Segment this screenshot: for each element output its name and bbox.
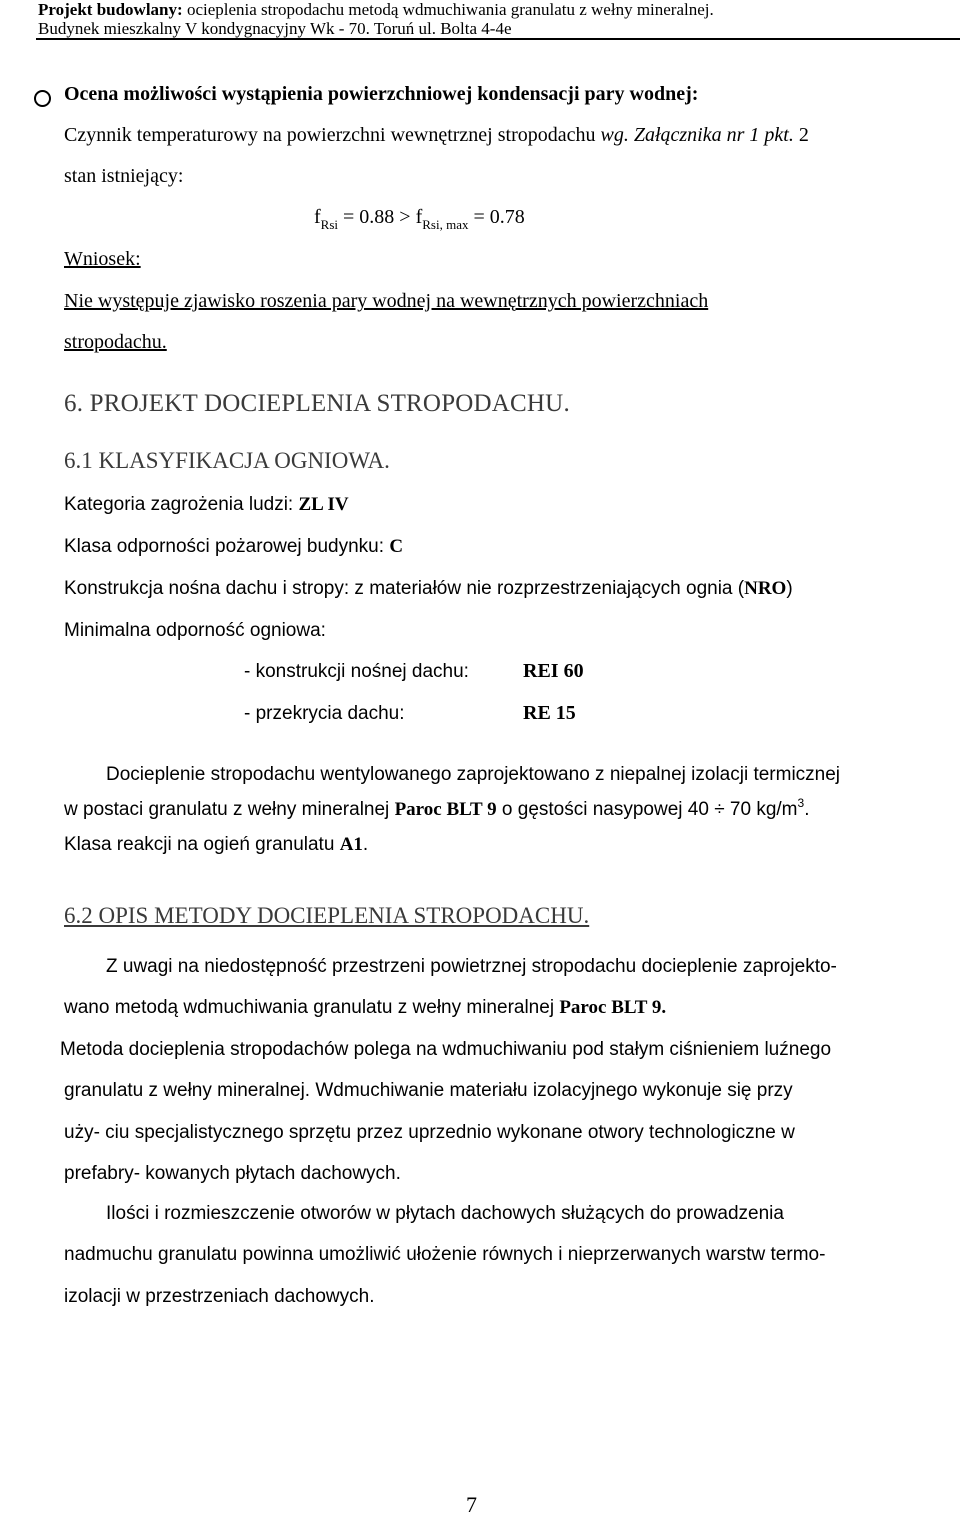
formula-sub1: Rsi: [320, 217, 339, 232]
structure-material-close: ): [786, 578, 793, 599]
min-fire-resistance-label: Minimalna odporność ogniowa:: [64, 620, 326, 641]
requirement-2-value: RE 15: [523, 702, 576, 724]
section-6-title: 6. PROJEKT DOCIEPLENIA STROPODACHU.: [64, 390, 570, 417]
header-divider: [36, 38, 960, 40]
method-para-3-line-1: Ilości i rozmieszczenie otworów w płytach dachowych służących do prowadzenia: [106, 1203, 784, 1224]
requirement-2-label: - przekrycia dachu:: [244, 703, 405, 724]
method-para-1-line-1: Z uwagi na niedostępność przestrzeni powietrznej stropodachu docieplenie zaprojekto-: [106, 956, 837, 977]
circle-bullet-icon: [34, 90, 51, 107]
section-6-1-title: 6.1 KLASYFIKACJA OGNIOWA.: [64, 448, 390, 473]
sentence-period: .: [804, 799, 810, 820]
hazard-category-value: ZL IV: [298, 494, 349, 515]
insulation-para-line-3: [64, 834, 368, 856]
temperature-formula: [314, 206, 525, 232]
unit-exponent: 3: [797, 796, 805, 810]
fire-resistance-class-label: Klasa odporności pożarowej budynku:: [64, 536, 390, 557]
conclusion-line-2: stropodachu.: [64, 331, 167, 353]
formula-mid: = 0.88 > f: [338, 206, 423, 228]
requirement-1-value: REI 60: [523, 660, 584, 682]
conclusion-label: Wniosek:: [64, 248, 141, 270]
structure-material: [64, 578, 793, 600]
method-para-2-line-1: Metoda docieplenia stropodachów polega na wdmuchiwaniu pod stałym ciśnieniem luźnego: [60, 1039, 832, 1060]
insulation-para-text: w postaci granulatu z wełny mineralnej: [64, 799, 395, 820]
hazard-category-label: Kategoria zagrożenia ludzi:: [64, 494, 299, 515]
page-number: 7: [466, 1492, 477, 1517]
section-6-2-title: 6.2 OPIS METODY DOCIEPLENIA STROPODACHU.: [64, 903, 590, 928]
condensation-heading: Ocena możliwości wystąpienia powierzchniowej kondensacji pary wodnej:: [64, 83, 699, 105]
formula-f1: f: [314, 206, 321, 228]
structure-material-value: NRO: [744, 578, 787, 599]
fire-resistance-class: [64, 536, 403, 558]
method-para-1-text: wano metodą wdmuchiwania granulatu z wełny mineralnej: [64, 997, 560, 1018]
condensation-line-1: [64, 124, 809, 147]
insulation-para-line-1: Docieplenie stropodachu wentylowanego zaprojektowano z niepalnej izolacji termicznej: [106, 764, 841, 785]
fire-resistance-class-value: C: [389, 536, 404, 557]
condensation-line-2: stan istniejący:: [64, 165, 184, 187]
header-line-2: Budynek mieszkalny V kondygnacyjny Wk - 70. Toruń ul. Bolta 4-4e: [38, 19, 512, 38]
reaction-class-label: Klasa reakcji na ogień granulatu: [64, 834, 340, 855]
hazard-category: [64, 494, 349, 516]
method-para-3-line-2: nadmuchu granulatu powinna umożliwić ułożenie równych i nieprzerwanych warstw termo-: [64, 1244, 826, 1265]
density-text: o gęstości nasypowej 40: [496, 799, 715, 820]
header-project-title: ocieplenia stropodachu metodą wdmuchiwania granulatu z wełny mineralnej.: [186, 0, 714, 19]
header-label: Projekt budowlany:: [38, 0, 183, 19]
method-product-name: Paroc BLT 9.: [559, 997, 667, 1018]
structure-material-text: Konstrukcja nośna dachu i stropy: z materiałów nie rozprzestrzeniających ognia (: [64, 578, 745, 599]
conclusion-line-1: Nie występuje zjawisko roszenia pary wodnej na wewnętrznych powierzchniach: [64, 290, 709, 312]
reaction-class-value: A1: [339, 834, 363, 855]
method-para-3-line-3: izolacji w przestrzeniach dachowych.: [64, 1286, 375, 1307]
method-para-2-line-2: granulatu z wełny mineralnej. Wdmuchiwanie materiału izolacyjnego wykonuje się przy: [64, 1080, 793, 1101]
condensation-line-1-text: Czynnik temperaturowy na powierzchni wewnętrznej stropodachu: [64, 124, 601, 146]
header-line-1: [38, 0, 714, 19]
method-para-2-line-4: prefabry- kowanych płytach dachowych.: [64, 1163, 401, 1184]
product-name: Paroc BLT 9: [394, 799, 497, 820]
reaction-class-period: .: [362, 834, 369, 855]
density-unit: 70 kg/m: [724, 799, 798, 820]
requirement-1-label: - konstrukcji nośnej dachu:: [244, 661, 469, 682]
method-para-2-line-3: uży- ciu specjalistycznego sprzętu przez uprzednio wykonane otwory technologiczne w: [64, 1122, 795, 1143]
formula-end: = 0.78: [468, 206, 525, 228]
insulation-para-line-2: [64, 796, 810, 821]
annex-point: 2: [793, 124, 809, 146]
formula-sub2: Rsi, max: [422, 217, 469, 232]
method-para-1-line-2: [64, 997, 666, 1019]
annex-reference: wg. Załącznika nr 1 pkt.: [600, 124, 794, 146]
divide-sign: ÷: [714, 799, 725, 820]
